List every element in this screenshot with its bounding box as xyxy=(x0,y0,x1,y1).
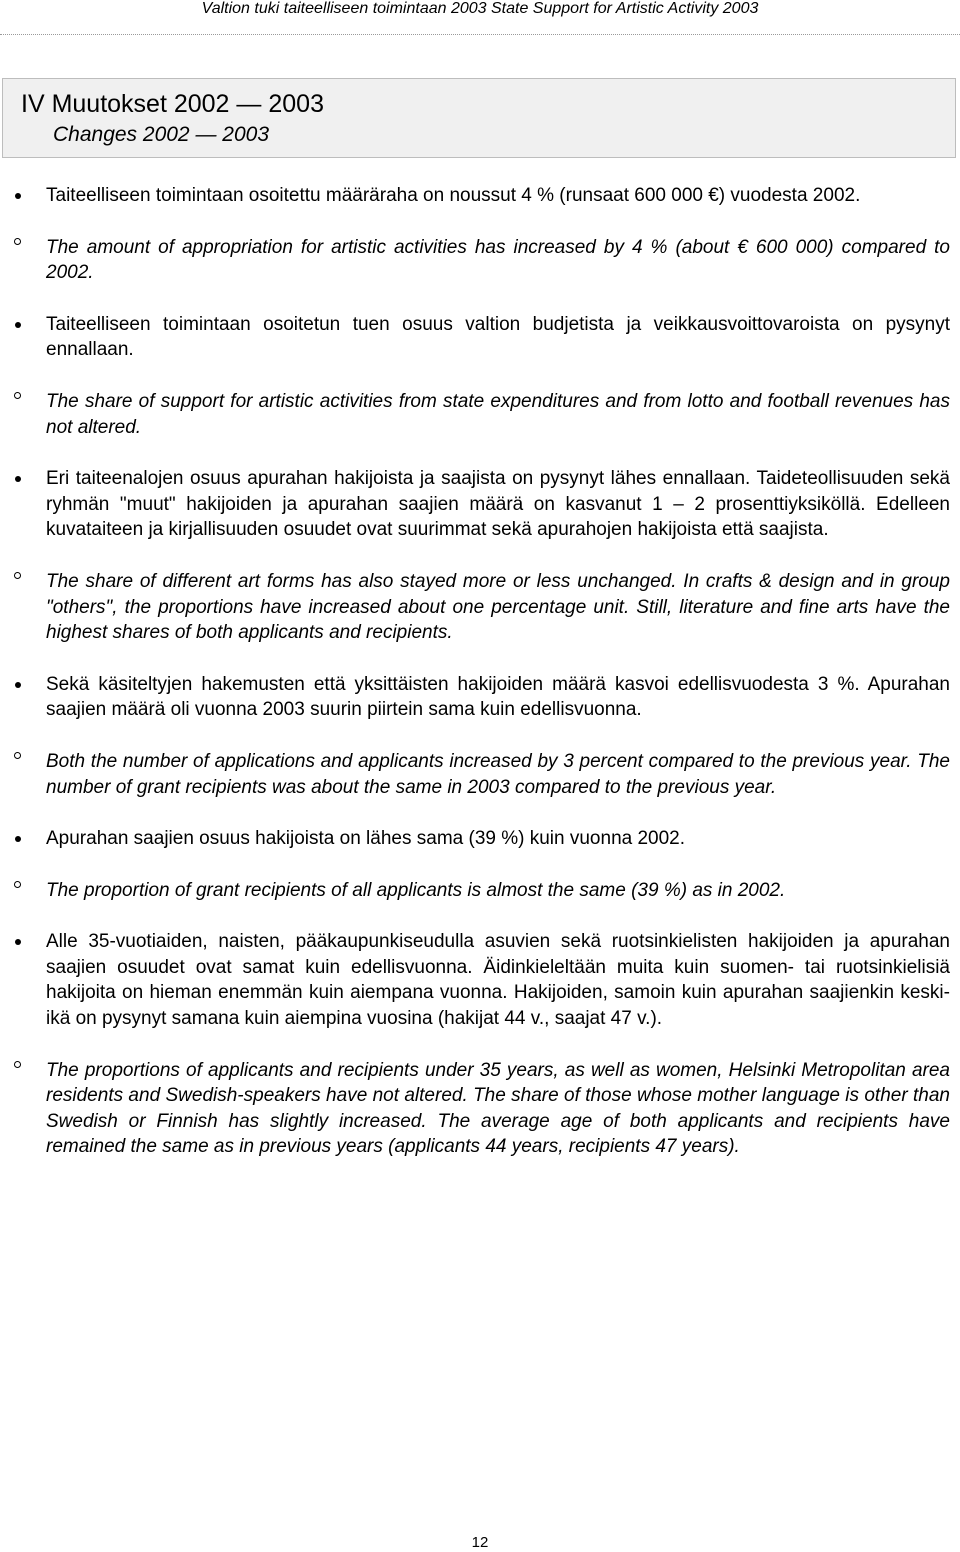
header-divider xyxy=(0,34,960,35)
list-item-fi xyxy=(0,672,960,723)
item-text: Taiteelliseen toimintaan osoitettu määräraha on noussut 4 % (runsaat 600 000 €) vuodesta 2002. xyxy=(46,185,861,206)
degree-bullet-icon xyxy=(14,572,21,579)
list-item-en xyxy=(0,878,960,904)
bullet-icon xyxy=(15,193,21,199)
item-text: The share of support for artistic activities from state expenditures and from lotto and football revenues has not altered. xyxy=(46,390,950,438)
section-subtitle: Changes 2002 — 2003 xyxy=(53,123,269,146)
list-item-fi xyxy=(0,183,960,209)
bullet-icon xyxy=(15,939,21,945)
list-item-en xyxy=(0,389,960,440)
item-text: Both the number of applications and applicants increased by 3 percent compared to the previous year. The number of grant recipients was about the same in 2003 compared to the previous year. xyxy=(46,750,950,798)
section-heading-box xyxy=(2,78,956,158)
degree-bullet-icon xyxy=(14,1061,21,1068)
item-text: The proportion of grant recipients of all applicants is almost the same (39 %) as in 2002. xyxy=(46,879,786,901)
list-item-en xyxy=(0,569,960,646)
item-text: Apurahan saajien osuus hakijoista on lähes sama (39 %) kuin vuonna 2002. xyxy=(46,828,686,850)
degree-bullet-icon xyxy=(14,392,21,399)
list-item-en xyxy=(0,235,960,286)
item-text: Eri taiteenalojen osuus apurahan hakijoista ja saajista on pysynyt lähes ennallaan. Taideteollisuuden sekä ryhmän "muut" hakijoiden ja apurahan saajien määrä on kasvanut 1 – 2 prosenttiyksiköllä. Edelleen kuvataiteen ja kirjallisuuden osuudet ovat suurimmat sekä apurahojen hakijoista että saajista. xyxy=(46,468,950,541)
section-title: IV Muutokset 2002 — 2003 xyxy=(21,90,324,118)
degree-bullet-icon xyxy=(14,881,21,888)
list-item-fi xyxy=(0,466,960,543)
running-header: Valtion tuki taiteelliseen toimintaan 2003 State Support for Artistic Activity 2003 xyxy=(201,0,759,17)
list-item-en xyxy=(0,749,960,800)
item-text: The amount of appropriation for artistic activities has increased by 4 % (about € 600 000) compared to 2002. xyxy=(46,236,950,284)
item-text: Alle 35-vuotiaiden, naisten, pääkaupunkiseudulla asuvien sekä ruotsinkielisten hakijoiden ja apurahan saajien osuudet ovat samat kuin edellisvuonna. Äidinkieleltään muita kuin suomen- tai ruotsinkielisiä hakijoita on hieman enemmän kuin aiempana vuonna. Hakijoiden, samoin kuin apurahan saajienkin keski-ikä on pysynyt samana kuin aiempina vuosina (hakijat 44 v., saajat 47 v.). xyxy=(46,931,950,1030)
page-number: 12 xyxy=(471,1534,489,1551)
item-text: The share of different art forms has also stayed more or less unchanged. In crafts & design and in group "others", the proportions have increased about one percentage unit. Still, literature and fine arts have the highest shares of both applicants and recipients. xyxy=(46,570,950,644)
list-item-fi xyxy=(0,929,960,1031)
bullet-icon xyxy=(15,836,21,842)
bullet-list xyxy=(0,183,960,1186)
bullet-icon xyxy=(15,682,21,688)
degree-bullet-icon xyxy=(14,752,21,759)
item-text: The proportions of applicants and recipients under 35 years, as well as women, Helsinki Metropolitan area residents and Swedish-speakers have not altered. The share of those whose mother language is other than Swedish or Finnish has slightly increased. The average age of both applicants and recipients have remained the same as in previous years (applicants 44 years, recipients 47 years). xyxy=(46,1059,950,1158)
list-item-en xyxy=(0,1058,960,1160)
degree-bullet-icon xyxy=(14,238,21,245)
item-text: Taiteelliseen toimintaan osoitetun tuen osuus valtion budjetista ja veikkausvoittovaroista on pysynyt ennallaan. xyxy=(46,313,950,361)
list-item-fi xyxy=(0,312,960,363)
list-item-fi xyxy=(0,826,960,852)
bullet-icon xyxy=(15,322,21,328)
bullet-icon xyxy=(15,476,21,482)
item-text: Sekä käsiteltyjen hakemusten että yksittäisten hakijoiden määrä kasvoi edellisvuodesta 3 %. Apurahan saajien määrä oli vuonna 2003 suurin piirtein sama kuin edellisvuonna. xyxy=(46,673,950,721)
